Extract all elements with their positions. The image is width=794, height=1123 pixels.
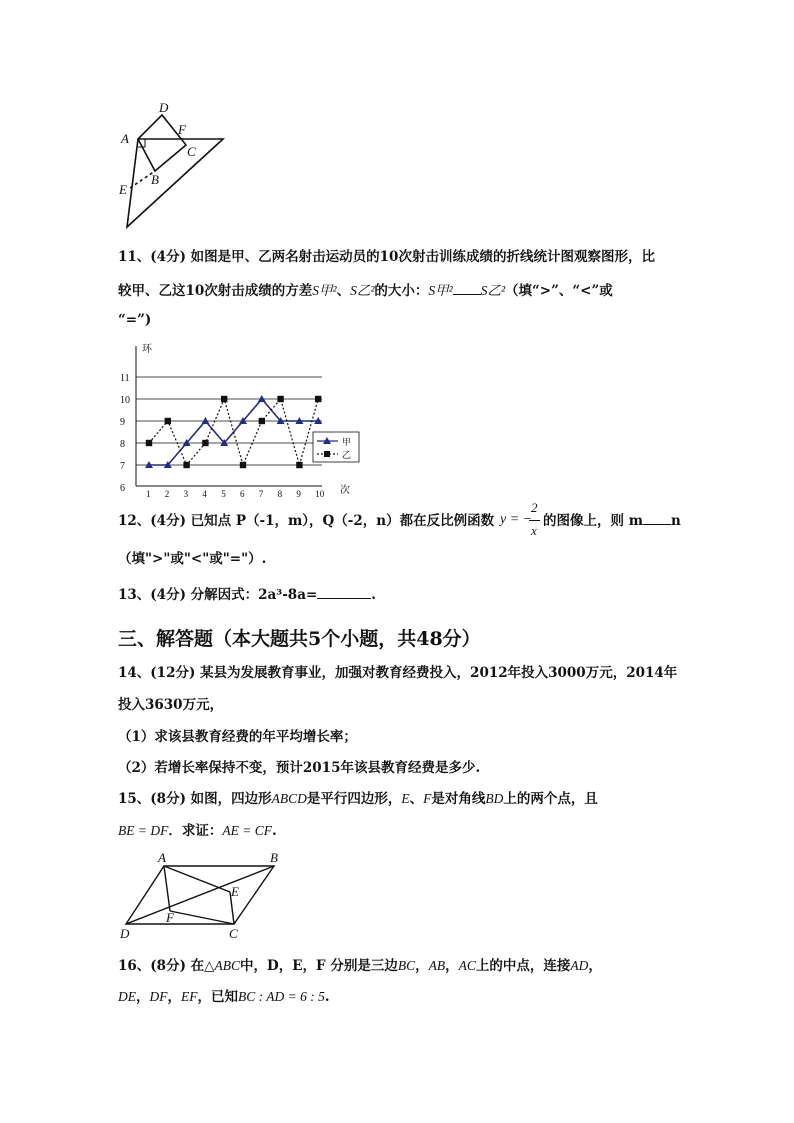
q15-end: . bbox=[271, 823, 277, 839]
x-tick-label: 10 bbox=[315, 489, 325, 498]
point-乙 bbox=[277, 396, 283, 402]
q16-text-d: ，已知 bbox=[197, 989, 238, 1005]
q15-text-c: 是对角线 bbox=[431, 791, 486, 807]
q16-ratio: BC : AD = 6 : 5 bbox=[238, 989, 325, 1004]
q15-ae-cf: AE = CF bbox=[222, 823, 272, 838]
q16-c3: ， bbox=[588, 958, 602, 974]
label-e: E bbox=[231, 884, 239, 899]
label-b: B bbox=[270, 850, 278, 865]
series-line-甲 bbox=[149, 399, 318, 465]
label-b: B bbox=[151, 172, 159, 187]
q16-df: DF bbox=[149, 989, 168, 1004]
q16-line1 bbox=[118, 957, 602, 975]
q11-text-c: （填“>”、“<”或 bbox=[505, 283, 613, 299]
y-tick-label: 6 bbox=[120, 483, 125, 494]
q13-text: 13、(4分) 分解因式：2a³-8a= bbox=[118, 587, 318, 603]
section-3-heading: 三、解答题（本大题共5个小题，共48分） bbox=[118, 628, 481, 650]
q16-line2 bbox=[118, 988, 330, 1006]
y-tick-label: 10 bbox=[120, 395, 130, 406]
diagonal-bd bbox=[126, 866, 274, 924]
y-tick-label: 9 bbox=[120, 417, 125, 428]
q14-sub2: （2）若增长率保持不变，预计2015年该县教育经费是多少. bbox=[118, 760, 481, 776]
label-a: A bbox=[121, 131, 129, 146]
label-c: C bbox=[187, 144, 196, 159]
legend-label-甲: 甲 bbox=[342, 437, 352, 447]
q15-prove: ．求证： bbox=[168, 823, 223, 839]
q11-line1: 11、(4分) 如图是甲、乙两名射击运动员的10次射击训练成绩的折线统计图观察图形，比 bbox=[118, 249, 655, 265]
point-乙 bbox=[259, 418, 265, 424]
point-乙 bbox=[202, 440, 208, 446]
q11-text-b: 的大小： bbox=[374, 283, 429, 299]
q16-c1: ， bbox=[415, 958, 429, 974]
x-tick-label: 4 bbox=[202, 489, 207, 498]
point-乙 bbox=[315, 396, 321, 402]
label-d: D bbox=[159, 100, 169, 115]
q16-bc: BC bbox=[397, 958, 416, 973]
q16-c4: ， bbox=[136, 989, 150, 1005]
q16-end: . bbox=[324, 989, 330, 1005]
q12-function bbox=[500, 500, 544, 544]
q16-de: DE bbox=[118, 989, 136, 1004]
q16-text-c: 上的中点，连接 bbox=[475, 958, 571, 974]
point-乙 bbox=[165, 418, 171, 424]
legend-box bbox=[313, 432, 359, 462]
fx-lhs: y = − bbox=[500, 512, 533, 527]
point-乙 bbox=[240, 462, 246, 468]
q16-ac: AC bbox=[458, 958, 476, 973]
q13-line bbox=[118, 586, 376, 604]
label-f: F bbox=[178, 122, 186, 137]
q11-sep: 、 bbox=[336, 283, 351, 299]
q12-answer-blank[interactable] bbox=[643, 512, 671, 525]
y-axis-label: 环 bbox=[142, 344, 152, 355]
q14-line1: 14、(12分) 某县为发展教育事业，加强对教育经费投入，2012年投入3000万元，2014年 bbox=[118, 665, 678, 681]
q12-line2: （填">"或"<"或"="）. bbox=[118, 551, 267, 567]
legend-label-乙: 乙 bbox=[342, 450, 352, 460]
segment-ae bbox=[164, 866, 230, 892]
label-d: D bbox=[120, 926, 130, 941]
x-tick-label: 8 bbox=[277, 489, 283, 498]
x-tick-label: 9 bbox=[296, 489, 301, 498]
q16-abc: ABC bbox=[214, 958, 241, 973]
q15-line2 bbox=[118, 822, 277, 840]
q12-line1-end bbox=[543, 512, 681, 530]
point-乙 bbox=[221, 396, 227, 402]
x-tick-label: 1 bbox=[146, 489, 151, 498]
q16-text-a: 16、(8分) 在△ bbox=[118, 958, 215, 974]
q15-text-d: 上的两个点，且 bbox=[503, 791, 598, 807]
q16-c2: ， bbox=[445, 958, 459, 974]
point-甲 bbox=[201, 417, 209, 424]
point-乙 bbox=[146, 440, 152, 446]
q12-line1: 12、(4分) 已知点 P（-1，m），Q（-2，n）都在反比例函数 bbox=[118, 513, 495, 529]
parallelogram-figure bbox=[116, 850, 288, 942]
big-triangle bbox=[127, 139, 223, 227]
point-乙 bbox=[183, 462, 189, 468]
q15-abcd: ABCD bbox=[271, 791, 307, 806]
q15-text-b: 是平行四边形， bbox=[306, 791, 402, 807]
y-tick-label: 7 bbox=[120, 461, 125, 472]
legend-marker-乙 bbox=[324, 451, 330, 457]
point-甲 bbox=[258, 395, 266, 402]
q15-e: E bbox=[401, 791, 410, 806]
variance-jia: S甲² bbox=[312, 283, 337, 298]
label-e: E bbox=[119, 182, 127, 197]
q16-ad: AD bbox=[570, 958, 589, 973]
q15-be-df: BE = DF bbox=[118, 823, 169, 838]
q16-c5: ， bbox=[167, 989, 181, 1005]
label-f: F bbox=[166, 910, 174, 925]
variance-jia-2: S甲² bbox=[428, 283, 453, 298]
q15-line1 bbox=[118, 790, 598, 808]
q12-text-c: n bbox=[670, 513, 681, 529]
q16-text-b: 中，D，E，F 分别是三边 bbox=[240, 958, 398, 974]
variance-yi-2: S乙² bbox=[480, 283, 506, 298]
q15-bd: BD bbox=[485, 791, 504, 806]
fx-fraction-bar bbox=[529, 520, 540, 521]
q15-sep: 、 bbox=[409, 791, 424, 807]
x-axis-label: 次 bbox=[340, 485, 350, 496]
y-tick-label: 8 bbox=[120, 439, 125, 450]
segment-af bbox=[164, 866, 170, 911]
q14-line2: 投入3630万元， bbox=[118, 697, 224, 713]
x-tick-label: 5 bbox=[221, 489, 226, 498]
x-tick-label: 3 bbox=[183, 489, 189, 498]
q11-text-a: 较甲、乙这10次射击成绩的方差 bbox=[118, 283, 313, 299]
x-tick-label: 7 bbox=[258, 489, 264, 498]
label-a: A bbox=[158, 850, 166, 865]
q13-end: . bbox=[371, 587, 376, 603]
q15-text-a: 15、(8分) 如图，四边形 bbox=[118, 791, 272, 807]
q11-answer-blank[interactable] bbox=[453, 282, 481, 295]
q11-line3: “=”) bbox=[118, 312, 152, 328]
x-tick-label: 6 bbox=[240, 489, 245, 498]
segment-fc bbox=[170, 911, 234, 924]
q12-text-b: 的图像上，则 m bbox=[543, 513, 643, 529]
q14-sub1: （1）求该县教育经费的年平均增长率； bbox=[118, 729, 357, 745]
y-tick-label: 11 bbox=[120, 373, 130, 384]
q16-ab: AB bbox=[428, 958, 446, 973]
triangle-figure bbox=[112, 98, 230, 234]
q13-answer-blank[interactable] bbox=[317, 586, 371, 599]
point-乙 bbox=[296, 462, 302, 468]
q11-line2 bbox=[118, 282, 613, 300]
variance-yi: S乙² bbox=[350, 283, 375, 298]
x-tick-label: 2 bbox=[164, 489, 170, 498]
q15-f: F bbox=[423, 791, 432, 806]
fx-numerator: 2 bbox=[531, 500, 538, 515]
label-c: C bbox=[229, 926, 238, 941]
q16-ef: EF bbox=[181, 989, 198, 1004]
shooting-line-chart bbox=[112, 340, 362, 498]
fx-denominator: x bbox=[531, 523, 537, 538]
